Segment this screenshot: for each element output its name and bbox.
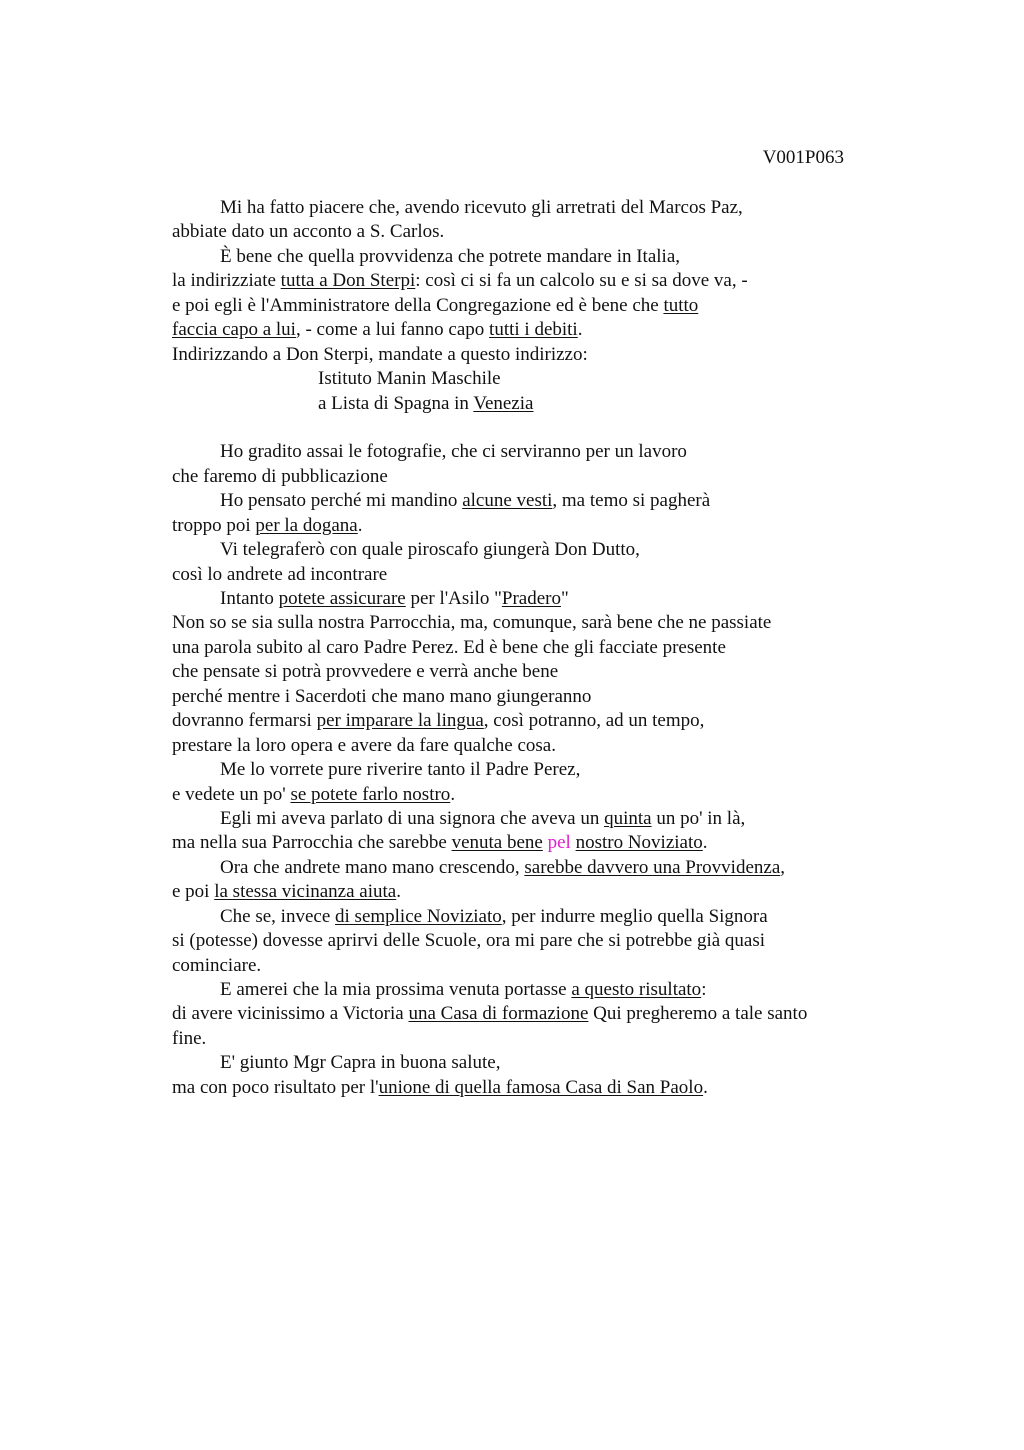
- underlined-text: a questo risultato: [571, 979, 702, 1000]
- underlined-text: unione di quella famosa Casa di San Paolo: [378, 1076, 704, 1098]
- underlined-text: Venezia: [473, 392, 534, 414]
- text-segment: .: [357, 514, 363, 536]
- text-segment: e vedete un po': [172, 783, 291, 805]
- text-segment: un po' in là,: [651, 807, 746, 829]
- text-line: [172, 489, 872, 513]
- text-segment: prestare la loro opera e avere da fare qualche cosa.: [172, 734, 556, 756]
- underlined-text: faccia capo a lui: [172, 319, 296, 341]
- text-segment: ": [560, 588, 569, 609]
- text-line: [172, 880, 872, 904]
- text-segment: cominciare.: [172, 954, 262, 976]
- text-line: [172, 294, 872, 318]
- blank-line: [172, 416, 872, 440]
- text-line: [172, 538, 872, 562]
- text-line: [172, 1002, 872, 1026]
- text-line: [172, 514, 872, 538]
- text-line: [172, 831, 872, 855]
- text-line: [172, 905, 872, 929]
- text-line: [172, 685, 872, 709]
- text-line: [172, 709, 872, 733]
- underlined-text: quinta: [604, 807, 652, 829]
- text-segment: per l'Asilo ": [405, 588, 502, 609]
- text-line: [172, 318, 872, 342]
- text-segment: Che se, invece: [220, 905, 336, 927]
- text-line: [172, 220, 872, 244]
- text-line: [172, 929, 872, 953]
- text-segment: Intanto: [220, 588, 279, 609]
- text-segment: Ho pensato perché mi mandino: [220, 490, 463, 512]
- text-segment: E' giunto Mgr Capra in buona salute,: [220, 1052, 501, 1074]
- text-segment: Non so se sia sulla nostra Parrocchia, ma, comunque, sarà bene che ne passiate: [172, 612, 772, 634]
- text-segment: ma con poco risultato per l': [172, 1076, 379, 1098]
- text-segment: , così potranno, ad un tempo,: [483, 710, 705, 732]
- text-line: [172, 978, 872, 1002]
- text-segment: ,: [780, 856, 786, 878]
- text-segment: così lo andrete ad incontrare: [172, 563, 388, 585]
- text-line: [172, 587, 872, 611]
- text-segment: e poi egli è l'Amministratore della Congregazione ed è bene che: [172, 294, 664, 316]
- text-line: [172, 1027, 872, 1051]
- underlined-text: tutto: [663, 294, 699, 316]
- text-line: [172, 440, 872, 464]
- text-segment: troppo poi: [172, 514, 256, 536]
- text-line: [172, 465, 872, 489]
- text-segment: : così ci si fa un calcolo su e si sa dove va, -: [415, 270, 748, 292]
- text-segment: Me lo vorrete pure riverire tanto il Padre Perez,: [220, 759, 581, 781]
- text-segment: Istituto Manin Maschile: [318, 368, 501, 390]
- text-line: [172, 734, 872, 758]
- text-segment: E amerei che la mia prossima venuta portasse: [220, 979, 572, 1000]
- text-line: [172, 367, 872, 391]
- underlined-text: di semplice Noviziato: [335, 905, 502, 927]
- text-segment: a Lista di Spagna in: [318, 392, 474, 414]
- text-line: [172, 636, 872, 660]
- text-segment: :: [701, 979, 707, 1000]
- text-segment: .: [396, 881, 401, 903]
- text-line: [172, 563, 872, 587]
- text-segment: Ho gradito assai le fotografie, che ci serviranno per un lavoro: [220, 441, 687, 463]
- text-segment: , ma temo si pagherà: [552, 490, 711, 512]
- text-segment: la indirizziate: [172, 270, 281, 292]
- text-segment: Indirizzando a Don Sterpi, mandate a questo indirizzo:: [172, 343, 588, 365]
- text-segment: che pensate si potrà provvedere e verrà anche bene: [172, 661, 559, 683]
- underlined-text: tutta a Don Sterpi: [280, 270, 416, 292]
- underlined-text: Pradero: [501, 588, 561, 609]
- text-segment: Vi telegraferò con quale piroscafo giungerà Don Dutto,: [220, 539, 640, 561]
- text-segment: Mi ha fatto piacere che, avendo ricevuto gli arretrati del Marcos Paz,: [220, 197, 743, 218]
- text-line: [172, 856, 872, 880]
- text-line: [172, 807, 872, 831]
- text-segment: Ora che andrete mano mano crescendo,: [220, 856, 525, 878]
- text-line: [172, 611, 872, 635]
- text-line: [172, 1051, 872, 1075]
- text-segment: abbiate dato un acconto a S. Carlos.: [172, 221, 445, 243]
- text-segment: che faremo di pubblicazione: [172, 465, 388, 487]
- underlined-text: per imparare la lingua: [316, 710, 484, 732]
- text-line: [172, 392, 872, 416]
- text-line: [172, 1076, 872, 1100]
- page-identifier: V001P063: [762, 147, 844, 168]
- text-segment: perché mentre i Sacerdoti che mano mano giungeranno: [172, 685, 592, 707]
- text-segment: .: [703, 1076, 708, 1098]
- text-line: [172, 954, 872, 978]
- letter-body: [172, 196, 872, 1100]
- underlined-text: venuta bene: [451, 832, 543, 854]
- text-segment: Egli mi aveva parlato di una signora che aveva un: [220, 807, 605, 829]
- text-line: [172, 660, 872, 684]
- underlined-text: nostro Noviziato: [575, 832, 703, 854]
- text-segment: , per indurre meglio quella Signora: [501, 905, 768, 927]
- text-segment: È bene che quella provvidenza che potrete mandare in Italia,: [220, 245, 680, 267]
- text-line: [172, 343, 872, 367]
- text-segment: .: [702, 832, 708, 854]
- underlined-text: la stessa vicinanza aiuta: [214, 881, 397, 903]
- underlined-text: alcune vesti: [462, 490, 553, 512]
- text-segment: di avere vicinissimo a Victoria: [172, 1003, 409, 1025]
- text-segment: .: [450, 783, 456, 805]
- text-segment: dovranno fermarsi: [172, 710, 317, 732]
- underlined-text: per la dogana: [255, 514, 358, 536]
- text-segment: fine.: [172, 1027, 207, 1049]
- text-line: [172, 758, 872, 782]
- underlined-text: potete assicurare: [278, 588, 406, 609]
- text-segment: Qui pregheremo a tale santo: [588, 1003, 808, 1025]
- text-segment: si (potesse) dovesse aprirvi delle Scuole, ora mi pare che si potrebbe già quasi: [172, 930, 766, 952]
- text-segment: una parola subito al caro Padre Perez. Ed è bene che gli facciate presente: [172, 636, 726, 658]
- text-segment: , - come a lui fanno capo: [295, 319, 490, 341]
- text-segment: ma nella sua Parrocchia che sarebbe: [172, 832, 452, 854]
- text-line: [172, 196, 872, 220]
- text-segment: e poi: [172, 881, 215, 903]
- text-line: [172, 245, 872, 269]
- highlighted-text: pel: [547, 832, 571, 854]
- text-line: [172, 269, 872, 293]
- underlined-text: se potete farlo nostro: [290, 783, 451, 805]
- underlined-text: una Casa di formazione: [408, 1003, 589, 1025]
- underlined-text: tutti i debiti: [489, 319, 578, 341]
- text-line: [172, 783, 872, 807]
- text-segment: .: [577, 319, 583, 341]
- underlined-text: sarebbe davvero una Provvidenza: [524, 856, 781, 878]
